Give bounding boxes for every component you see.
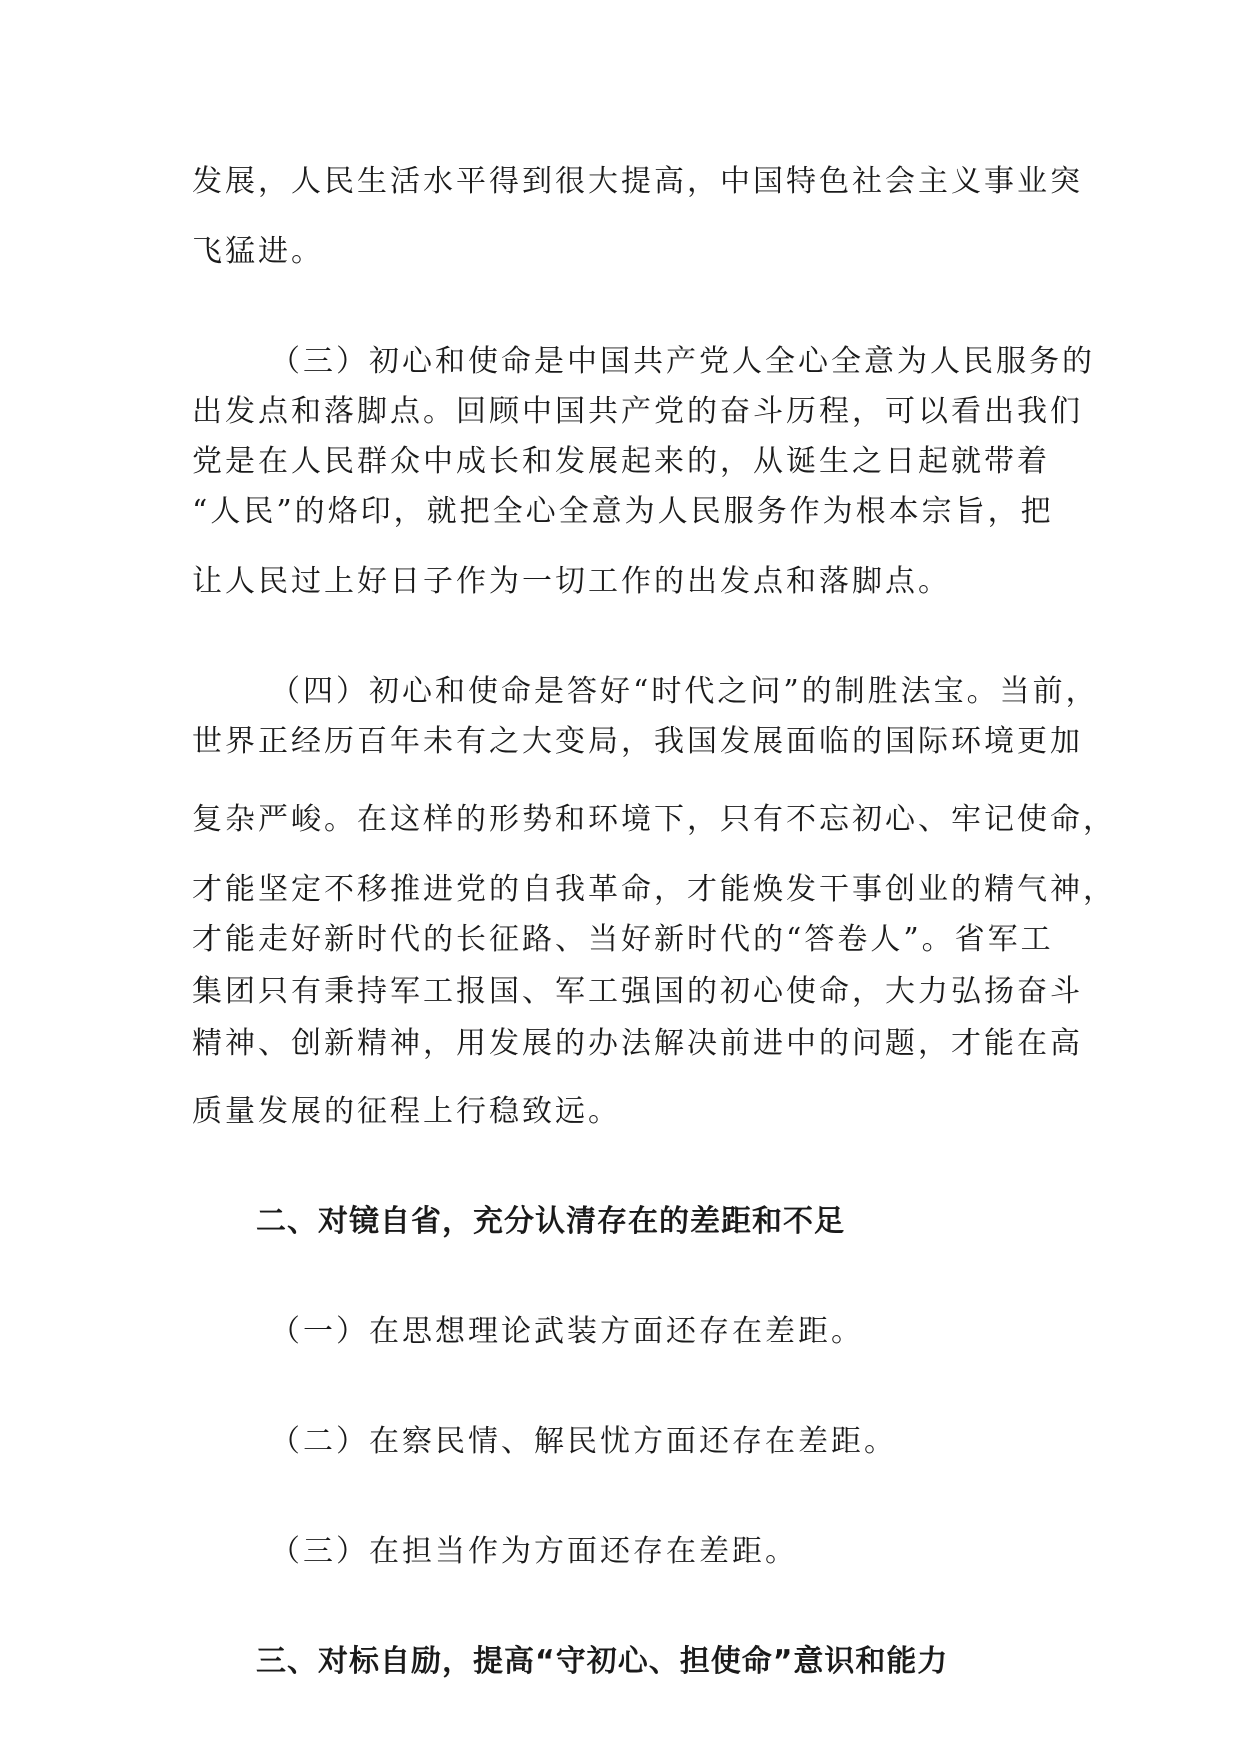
list-item: （三）在担当作为方面还存在差距。 (270, 1534, 798, 1569)
section-heading: 二、对镜自省，充分认清存在的差距和不足 (256, 1204, 845, 1239)
paragraph-line: 发展，人民生活水平得到很大提高，中国特色社会主义事业突 (192, 164, 1083, 199)
list-item: （一）在思想理论武装方面还存在差距。 (270, 1314, 864, 1349)
paragraph-line: 才能坚定不移推进党的自我革命，才能焕发干事创业的精气神， (192, 872, 1116, 907)
paragraph-line: 让人民过上好日子作为一切工作的出发点和落脚点。 (192, 564, 951, 599)
paragraph-line: 集团只有秉持军工报国、军工强国的初心使命，大力弘扬奋斗 (192, 974, 1083, 1009)
paragraph-line: 精神、创新精神，用发展的办法解决前进中的问题，才能在高 (192, 1026, 1083, 1061)
paragraph-line: 复杂严峻。在这样的形势和环境下，只有不忘初心、牢记使命， (192, 802, 1116, 837)
paragraph-line: 党是在人民群众中成长和发展起来的，从诞生之日起就带着 (192, 444, 1050, 479)
paragraph-line: 飞猛进。 (192, 234, 324, 269)
paragraph-line: （四）初心和使命是答好“时代之问”的制胜法宝。当前， (270, 674, 1099, 709)
paragraph-line: “人民”的烙印，就把全心全意为人民服务作为根本宗旨，把 (192, 494, 1054, 529)
section-heading: 三、对标自励，提高“守初心、担使命”意识和能力 (256, 1644, 949, 1679)
paragraph-line: 才能走好新时代的长征路、当好新时代的“答卷人”。省军工 (192, 922, 1054, 957)
paragraph-line: 质量发展的征程上行稳致远。 (192, 1094, 621, 1129)
list-item: （二）在察民情、解民忧方面还存在差距。 (270, 1424, 897, 1459)
paragraph-line: （三）初心和使命是中国共产党人全心全意为人民服务的 (270, 344, 1095, 379)
paragraph-line: 出发点和落脚点。回顾中国共产党的奋斗历程，可以看出我们 (192, 394, 1083, 429)
paragraph-line: 世界正经历百年未有之大变局，我国发展面临的国际环境更加 (192, 724, 1083, 759)
